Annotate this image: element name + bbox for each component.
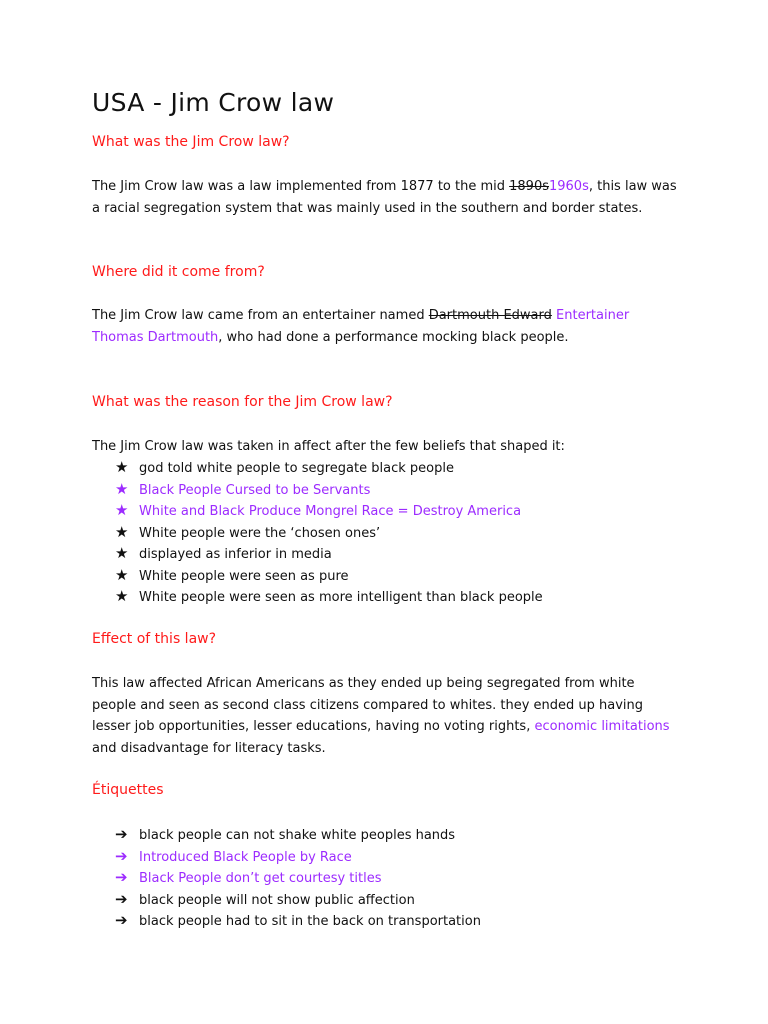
list-item-text: black people will not show public affection — [139, 892, 415, 908]
star-bullet-icon: ★ — [115, 458, 129, 476]
list-item-text: White people were the ‘chosen ones’ — [139, 525, 381, 541]
paragraph-origin — [92, 305, 682, 348]
list-item-text: displayed as inferior in media — [139, 547, 332, 562]
struck-name: Dartmouth Edward — [428, 308, 552, 323]
paragraph-beliefs-intro: The Jim Crow law was taken in affect after the few beliefs that shaped it: — [92, 439, 565, 454]
list-item — [115, 543, 543, 565]
paragraph-effect — [92, 673, 682, 759]
economic-limitations: economic limitations — [534, 719, 670, 734]
definition-text-end: , this law was a racial segregation system that was mainly used in the southern and border states. — [92, 179, 677, 216]
star-bullet-icon: ★ — [115, 501, 129, 519]
arrow-bullet-icon: ➔ — [115, 889, 128, 908]
arrow-bullet-icon: ➔ — [115, 825, 128, 843]
list-item — [115, 522, 543, 544]
list-item — [115, 910, 481, 932]
arrow-bullet-icon: ➔ — [115, 868, 128, 886]
etiquettes-list — [115, 824, 481, 932]
heading-reason: What was the reason for the Jim Crow law? — [92, 394, 393, 410]
list-item-text: Black People Cursed to be Servants — [139, 482, 371, 498]
list-item — [115, 586, 543, 608]
heading-etiquettes: Étiquettes — [92, 782, 164, 798]
heading-what-was: What was the Jim Crow law? — [92, 134, 290, 150]
beliefs-list — [115, 457, 543, 608]
struck-date: 1890s — [509, 179, 549, 194]
list-item — [115, 824, 481, 846]
origin-text-end: , who had done a performance mocking black people. — [218, 329, 569, 345]
list-item-text: Introduced Black People by Race — [139, 849, 352, 865]
list-item — [115, 867, 481, 889]
star-bullet-icon: ★ — [115, 565, 129, 584]
star-bullet-icon: ★ — [115, 479, 129, 498]
list-item — [115, 889, 481, 911]
list-item — [115, 479, 543, 501]
effect-text-end: and disadvantage for literacy tasks. — [92, 740, 326, 756]
effect-text-start: This law affected African Americans as they ended up being segregated from white people and seen as second class citizens compared to whites. they ended up having lesser job opportunities, lesser educations, having no voting rights, — [92, 676, 644, 734]
list-item — [115, 846, 481, 868]
list-item-text: White and Black Produce Mongrel Race = Destroy America — [139, 504, 522, 519]
star-bullet-icon: ★ — [115, 522, 129, 541]
list-item-text: White people were seen as pure — [139, 568, 349, 584]
list-item-text: White people were seen as more intelligent than black people — [139, 590, 543, 605]
arrow-bullet-icon: ➔ — [115, 911, 128, 929]
list-item — [115, 457, 543, 479]
origin-text-start: The Jim Crow law came from an entertainer named — [92, 308, 429, 323]
list-item — [115, 565, 543, 587]
heading-effect: Effect of this law? — [92, 631, 217, 647]
list-item-text: black people can not shake white peoples hands — [139, 828, 456, 843]
definition-text-start: The Jim Crow law was a law implemented from 1877 to the mid — [92, 179, 510, 194]
arrow-bullet-icon: ➔ — [115, 846, 128, 865]
list-item — [115, 500, 543, 522]
page-title: USA - Jim Crow law — [92, 88, 335, 117]
list-item-text: Black People don’t get courtesy titles — [139, 871, 382, 886]
star-bullet-icon: ★ — [115, 544, 129, 562]
corrected-name: Entertainer Thomas Dartmouth — [92, 308, 630, 345]
paragraph-definition — [92, 176, 682, 219]
corrected-date: 1960s — [548, 179, 589, 194]
heading-origin: Where did it come from? — [92, 264, 265, 280]
list-item-text: black people had to sit in the back on transportation — [139, 914, 481, 929]
list-item-text: god told white people to segregate black people — [139, 461, 454, 476]
star-bullet-icon: ★ — [115, 587, 129, 605]
